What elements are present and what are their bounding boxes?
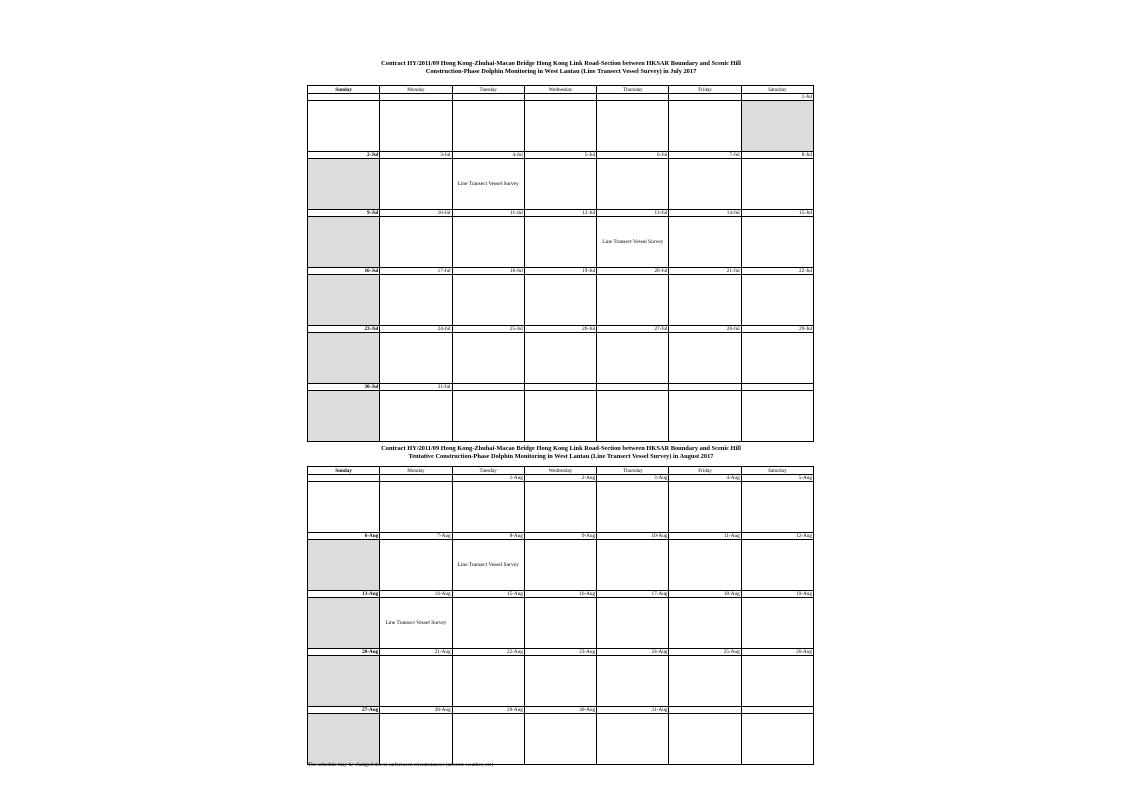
week-date-row [308, 152, 814, 159]
day-cell [308, 159, 380, 210]
day-date: 17-Aug [597, 591, 669, 598]
day-date [597, 384, 669, 391]
week-date-row [308, 591, 814, 598]
july-title [308, 60, 814, 76]
day-cell [524, 482, 596, 533]
week-date-row [308, 326, 814, 333]
day-cell [452, 159, 524, 210]
day-date: 14-Aug [380, 591, 452, 598]
weekday-header: Friday [669, 86, 741, 94]
day-cell [380, 159, 452, 210]
weekday-header-row [308, 86, 814, 94]
day-date: 9-Aug [524, 533, 596, 540]
day-date: 5-Aug [741, 475, 813, 482]
day-cell [308, 101, 380, 152]
day-cell [741, 217, 813, 268]
day-date: 2-Aug [524, 475, 596, 482]
day-cell [452, 598, 524, 649]
day-date: 29-Aug [452, 707, 524, 714]
weekday-header: Monday [380, 86, 452, 94]
week-body-row [308, 482, 814, 533]
day-cell [669, 482, 741, 533]
day-date: 31-Aug [597, 707, 669, 714]
day-date: 24-Jul [380, 326, 452, 333]
day-date: 26-Jul [524, 326, 596, 333]
week-body-row [308, 391, 814, 442]
day-cell [308, 217, 380, 268]
day-cell [380, 714, 452, 765]
day-cell [597, 482, 669, 533]
day-cell [452, 540, 524, 591]
day-cell [524, 714, 596, 765]
day-cell [597, 159, 669, 210]
day-date: 4-Jul [452, 152, 524, 159]
day-cell [308, 333, 380, 384]
day-date: 30-Aug [524, 707, 596, 714]
day-date: 12-Aug [741, 533, 813, 540]
week-date-row [308, 707, 814, 714]
day-date: 6-Aug [308, 533, 380, 540]
day-date [524, 94, 596, 101]
day-date: 25-Aug [669, 649, 741, 656]
day-cell [669, 391, 741, 442]
day-date: 27-Jul [597, 326, 669, 333]
day-date [669, 707, 741, 714]
week-date-row [308, 210, 814, 217]
day-date: 8-Aug [452, 533, 524, 540]
day-cell [597, 540, 669, 591]
week-body-row [308, 333, 814, 384]
day-cell [741, 159, 813, 210]
day-cell [452, 714, 524, 765]
august-calendar [307, 466, 814, 765]
week-date-row [308, 94, 814, 101]
day-date: 23-Aug [524, 649, 596, 656]
day-cell [308, 656, 380, 707]
day-cell [669, 101, 741, 152]
day-date [669, 384, 741, 391]
day-date: 21-Aug [380, 649, 452, 656]
day-date: 22-Jul [741, 268, 813, 275]
day-cell [741, 333, 813, 384]
day-cell [452, 391, 524, 442]
survey-event: Line Transect Vessel Survey [457, 562, 519, 568]
day-date: 18-Aug [669, 591, 741, 598]
day-cell [597, 391, 669, 442]
day-cell [741, 482, 813, 533]
day-date [741, 707, 813, 714]
day-cell [741, 714, 813, 765]
day-cell [669, 217, 741, 268]
day-date: 28-Aug [380, 707, 452, 714]
day-date: 25-Jul [452, 326, 524, 333]
day-cell [380, 333, 452, 384]
day-cell [524, 217, 596, 268]
day-cell [669, 714, 741, 765]
day-cell [308, 275, 380, 326]
day-cell [597, 714, 669, 765]
weekday-header: Wednesday [524, 467, 596, 475]
day-date: 7-Aug [380, 533, 452, 540]
day-cell [524, 598, 596, 649]
day-cell [524, 333, 596, 384]
day-date: 28-Jul [669, 326, 741, 333]
day-cell [669, 275, 741, 326]
day-cell [380, 656, 452, 707]
day-date: 10-Jul [380, 210, 452, 217]
weekday-header: Sunday [308, 86, 380, 94]
weekday-header: Friday [669, 467, 741, 475]
day-cell [308, 391, 380, 442]
weekday-header: Thursday [597, 467, 669, 475]
day-date: 29-Jul [741, 326, 813, 333]
week-body-row [308, 275, 814, 326]
day-cell [741, 101, 813, 152]
weekday-header: Thursday [597, 86, 669, 94]
day-cell [380, 391, 452, 442]
day-cell [380, 101, 452, 152]
day-date: 16-Aug [524, 591, 596, 598]
day-cell [741, 598, 813, 649]
day-cell [669, 333, 741, 384]
day-cell [741, 656, 813, 707]
day-date [524, 384, 596, 391]
day-date: 19-Jul [524, 268, 596, 275]
day-cell [597, 275, 669, 326]
august-title-line2: Tentative Construction-Phase Dolphin Monitoring in West Lantau (Line Transect Vessel Survey) in August 2017 [408, 453, 714, 460]
day-cell [380, 540, 452, 591]
week-date-row [308, 475, 814, 482]
day-date: 2-Jul [308, 152, 380, 159]
day-cell [524, 159, 596, 210]
day-cell [597, 333, 669, 384]
day-date: 30-Jul [308, 384, 380, 391]
august-title [308, 445, 814, 461]
day-date: 5-Jul [524, 152, 596, 159]
day-date [308, 475, 380, 482]
week-body-row [308, 217, 814, 268]
day-date [452, 94, 524, 101]
day-date: 13-Aug [308, 591, 380, 598]
day-cell [524, 391, 596, 442]
day-date [597, 94, 669, 101]
day-date: 16-Jul [308, 268, 380, 275]
weekday-header: Saturday [741, 467, 813, 475]
week-body-row [308, 540, 814, 591]
day-date: 11-Aug [669, 533, 741, 540]
day-date: 26-Aug [741, 649, 813, 656]
weekday-header: Monday [380, 467, 452, 475]
day-cell [597, 598, 669, 649]
week-body-row [308, 598, 814, 649]
day-cell [669, 656, 741, 707]
day-date: 15-Jul [741, 210, 813, 217]
day-date: 19-Aug [741, 591, 813, 598]
day-date: 15-Aug [452, 591, 524, 598]
day-cell [380, 275, 452, 326]
day-cell [308, 598, 380, 649]
day-date: 3-Aug [597, 475, 669, 482]
day-cell [669, 159, 741, 210]
survey-event: Line Transect Vessel Survey [457, 181, 519, 187]
day-date: 3-Jul [380, 152, 452, 159]
day-date: 1-Aug [452, 475, 524, 482]
day-cell [452, 275, 524, 326]
day-date: 17-Jul [380, 268, 452, 275]
day-cell [597, 656, 669, 707]
day-cell [308, 540, 380, 591]
day-date: 11-Jul [452, 210, 524, 217]
july-title-line2: Construction-Phase Dolphin Monitoring in West Lantau (Line Transect Vessel Survey) in July 2017 [425, 68, 697, 75]
weekday-header: Tuesday [452, 467, 524, 475]
day-date: 31-Jul [380, 384, 452, 391]
day-date: 6-Jul [597, 152, 669, 159]
day-cell [380, 217, 452, 268]
day-date [308, 94, 380, 101]
day-cell [452, 217, 524, 268]
day-date [452, 384, 524, 391]
day-date: 7-Jul [669, 152, 741, 159]
day-date: 8-Jul [741, 152, 813, 159]
day-date: 4-Aug [669, 475, 741, 482]
day-cell [669, 598, 741, 649]
august-title-line1: Contract HY/2011/09 Hong Kong-Zhuhai-Macao Bridge Hong Kong Link Road-Section between HKSAR Boundary and Scenic Hill [381, 445, 741, 452]
day-date [669, 94, 741, 101]
day-cell [380, 482, 452, 533]
week-date-row [308, 649, 814, 656]
weekday-header-row [308, 467, 814, 475]
day-cell [524, 101, 596, 152]
day-date: 18-Jul [452, 268, 524, 275]
week-date-row [308, 533, 814, 540]
day-cell [597, 217, 669, 268]
day-cell [669, 540, 741, 591]
day-date: 20-Jul [597, 268, 669, 275]
weekday-header: Tuesday [452, 86, 524, 94]
day-date: 12-Jul [524, 210, 596, 217]
weekday-header: Wednesday [524, 86, 596, 94]
survey-event: Line Transect Vessel Survey [602, 239, 664, 245]
weekday-header: Sunday [308, 467, 380, 475]
day-cell [597, 101, 669, 152]
day-cell [741, 275, 813, 326]
day-date: 22-Aug [452, 649, 524, 656]
weekday-header: Saturday [741, 86, 813, 94]
day-date: 14-Jul [669, 210, 741, 217]
day-date [380, 94, 452, 101]
day-cell [452, 482, 524, 533]
day-cell [524, 540, 596, 591]
day-cell [452, 656, 524, 707]
day-date: 27-Aug [308, 707, 380, 714]
day-date: 10-Aug [597, 533, 669, 540]
july-calendar [307, 85, 814, 442]
day-cell [524, 656, 596, 707]
day-cell [741, 540, 813, 591]
week-date-row [308, 384, 814, 391]
week-body-row [308, 714, 814, 765]
day-cell [380, 598, 452, 649]
day-date [741, 384, 813, 391]
day-cell [524, 275, 596, 326]
week-body-row [308, 656, 814, 707]
day-date: 21-Jul [669, 268, 741, 275]
week-body-row [308, 101, 814, 152]
day-date: 9-Jul [308, 210, 380, 217]
day-cell [452, 101, 524, 152]
day-date: 24-Aug [597, 649, 669, 656]
week-body-row [308, 159, 814, 210]
july-title-line1: Contract HY/2011/09 Hong Kong-Zhuhai-Macao Bridge Hong Kong Link Road-Section between HKSAR Boundary and Scenic Hill [381, 60, 741, 67]
day-date [380, 475, 452, 482]
day-date: 23-Jul [308, 326, 380, 333]
day-cell [452, 333, 524, 384]
day-date: 20-Aug [308, 649, 380, 656]
day-date: 13-Jul [597, 210, 669, 217]
day-cell [308, 482, 380, 533]
day-cell [741, 391, 813, 442]
survey-event: Line Transect Vessel Survey [385, 620, 447, 626]
day-cell [308, 714, 380, 765]
week-date-row [308, 268, 814, 275]
day-date: 1-Jul [741, 94, 813, 101]
footnote: The schedule may be changed due to unforeseen circumstances (adverse weather, etc) [308, 762, 494, 768]
